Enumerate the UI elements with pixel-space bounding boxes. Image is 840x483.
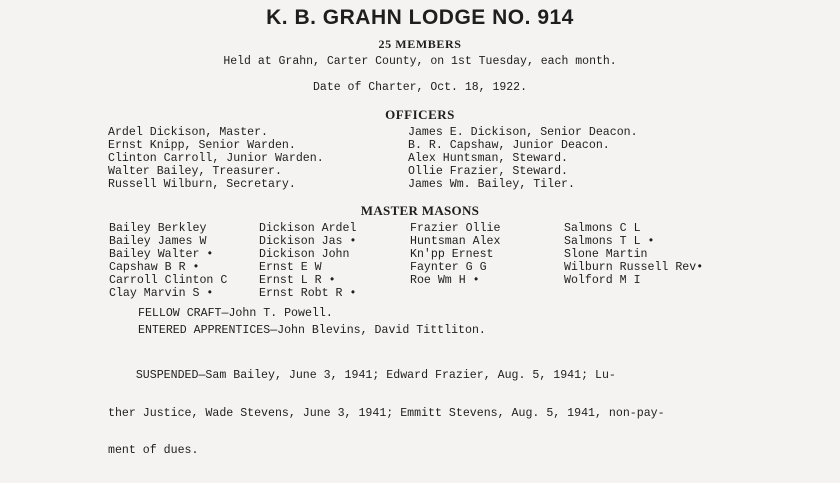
officers-left-column xyxy=(108,126,324,191)
officer-entry: Clinton Carroll, Junior Warden. xyxy=(108,152,324,165)
masons-column-1 xyxy=(109,222,227,300)
officer-entry: Ardel Dickison, Master. xyxy=(108,126,269,139)
officer-entry: James Wm. Bailey, Tiler. xyxy=(408,178,575,191)
officer-entry: James E. Dickison, Senior Deacon. xyxy=(408,126,638,139)
masons-column-2 xyxy=(259,222,356,300)
mason-entry: Dickison John xyxy=(259,248,350,261)
officer-entry: Alex Huntsman, Steward. xyxy=(408,152,569,165)
mason-entry: Wilburn Russell Rev• xyxy=(564,261,704,274)
mason-entry: Carroll Clinton C xyxy=(109,274,228,287)
master-masons-heading: MASTER MASONS xyxy=(360,203,480,218)
mason-entry: Ernst E W xyxy=(259,261,322,274)
mason-entry: Huntsman Alex xyxy=(410,235,501,248)
officers-right-column xyxy=(408,126,638,191)
suspended-line: SUSPENDED—Sam Bailey, June 3, 1941; Edward Frazier, Aug. 5, 1941; Lu- xyxy=(108,369,616,382)
officer-entry: Russell Wilburn, Secretary. xyxy=(108,178,296,191)
officer-entry: Walter Bailey, Treasurer. xyxy=(108,165,282,178)
mason-entry: Ernst L R • xyxy=(259,274,336,287)
member-count: 25 MEMBERS xyxy=(378,37,462,51)
mason-entry: Frazier Ollie xyxy=(410,222,501,235)
mason-entry: Salmons T L • xyxy=(564,235,655,248)
mason-entry: Kn'pp Ernest xyxy=(410,248,494,261)
suspended-line: ther Justice, Wade Stevens, June 3, 1941; Emmitt Stevens, Aug. 5, 1941, non-pay- xyxy=(108,406,665,420)
mason-entry: Roe Wm H • xyxy=(410,274,480,287)
meeting-info: Held at Grahn, Carter County, on 1st Tuesday, each month. xyxy=(223,55,617,68)
masons-column-3 xyxy=(410,222,500,287)
mason-entry: Dickison Ardel xyxy=(259,222,357,235)
officer-entry: Ollie Frazier, Steward. xyxy=(408,165,569,178)
suspended-line: ment of dues. xyxy=(108,444,199,457)
charter-date: Date of Charter, Oct. 18, 1922. xyxy=(313,81,527,94)
entered-apprentices-line: ENTERED APPRENTICES—John Blevins, David Tittliton. xyxy=(138,324,486,337)
mason-entry: Faynter G G xyxy=(410,261,487,274)
mason-entry: Slone Martin xyxy=(564,248,648,261)
officer-entry: B. R. Capshaw, Junior Deacon. xyxy=(408,139,610,152)
mason-entry: Capshaw B R • xyxy=(109,261,200,274)
officers-heading: OFFICERS xyxy=(385,107,455,122)
officer-entry: Ernst Knipp, Senior Warden. xyxy=(108,139,296,152)
fellow-craft-line: FELLOW CRAFT—John T. Powell. xyxy=(138,307,333,320)
lodge-title: K. B. GRAHN LODGE NO. 914 xyxy=(266,6,574,29)
mason-entry: Bailey Berkley xyxy=(109,222,207,235)
mason-entry: Bailey Walter • xyxy=(109,248,214,261)
mason-entry: Wolford M I xyxy=(564,274,641,287)
suspended-paragraph xyxy=(108,345,665,483)
mason-entry: Dickison Jas • xyxy=(259,235,357,248)
masons-column-4 xyxy=(564,222,703,287)
mason-entry: Ernst Robt R • xyxy=(259,287,357,300)
mason-entry: Clay Marvin S • xyxy=(109,287,214,300)
mason-entry: Bailey James W xyxy=(109,235,207,248)
mason-entry: Salmons C L xyxy=(564,222,641,235)
